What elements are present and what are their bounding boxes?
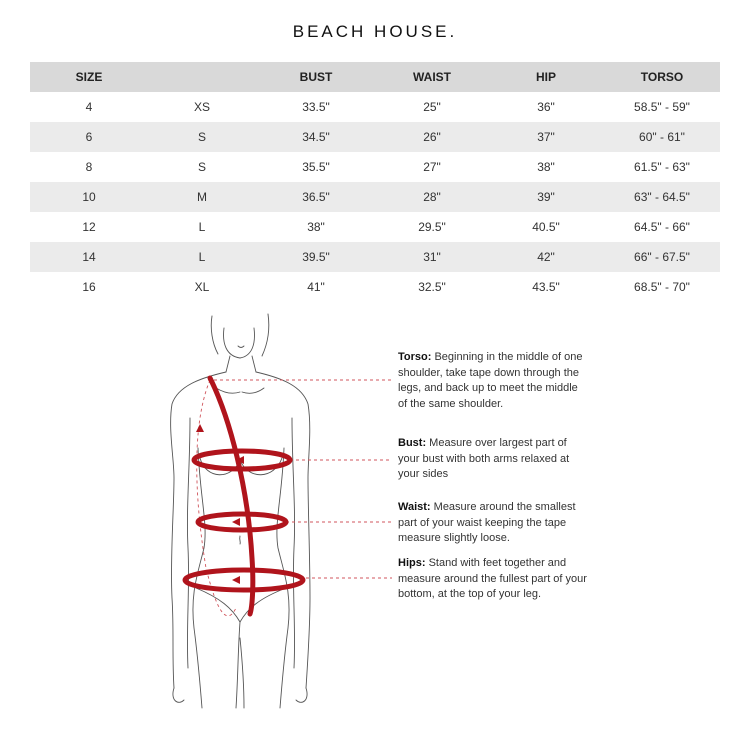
cell-bust: 33.5" <box>302 100 330 114</box>
cell-waist: 31" <box>376 242 488 272</box>
torso-text: Beginning in the middle of one shoulder, take tape down through the legs, and back up to meet the middle of the same shoulder. <box>398 351 583 410</box>
table-header-row <box>30 62 720 92</box>
waist-instruction <box>398 500 588 547</box>
table-row <box>30 152 720 182</box>
cell-bust: 35.5" <box>302 160 330 174</box>
cell-waist: 25" <box>423 100 441 114</box>
cell-hip: 39" <box>488 182 604 212</box>
cell-letter-size: S <box>197 160 206 174</box>
cell-bust: 41" <box>307 280 325 294</box>
cell-bust: 39.5" <box>256 242 376 272</box>
cell-letter-size: M <box>148 182 256 212</box>
cell-waist: 32.5" <box>418 280 446 294</box>
cell-hip: 38" <box>537 160 555 174</box>
torso-instruction <box>398 350 588 412</box>
header-letter-size <box>148 62 256 92</box>
cell-bust: 34.5" <box>256 122 376 152</box>
table-row <box>30 92 720 122</box>
cell-hip: 37" <box>488 122 604 152</box>
cell-hip: 36" <box>537 100 555 114</box>
cell-letter-size: S <box>148 122 256 152</box>
cell-waist: 27" <box>423 160 441 174</box>
hips-instruction <box>398 556 588 603</box>
cell-hip: 43.5" <box>532 280 560 294</box>
cell-letter-size: L <box>148 242 256 272</box>
bust-instruction <box>398 436 588 483</box>
cell-letter-size: XL <box>194 280 210 294</box>
bust-label: Bust: <box>398 437 427 449</box>
waist-label: Waist: <box>398 501 431 513</box>
bust-text: Measure over largest part of your bust with both arms relaxed at your sides <box>398 437 570 480</box>
cell-torso: 58.5" - 59" <box>634 100 690 114</box>
cell-torso: 61.5" - 63" <box>634 160 690 174</box>
header-size: SIZE <box>30 62 148 92</box>
cell-bust: 38" <box>307 220 325 234</box>
cell-hip: 40.5" <box>532 220 560 234</box>
table-row <box>30 182 720 212</box>
cell-waist: 28" <box>376 182 488 212</box>
table-row <box>30 242 720 272</box>
cell-letter-size: L <box>198 220 206 234</box>
cell-size: 12 <box>82 220 96 234</box>
hips-text: Stand with feet together and measure around the fullest part of your bottom, at the top of your leg. <box>398 557 587 600</box>
cell-torso: 68.5" - 70" <box>634 280 690 294</box>
cell-letter-size: XS <box>193 100 210 114</box>
cell-torso: 63" - 64.5" <box>604 182 720 212</box>
cell-hip: 42" <box>488 242 604 272</box>
header-waist: WAIST <box>376 62 488 92</box>
cell-torso: 64.5" - 66" <box>634 220 690 234</box>
header-bust: BUST <box>256 62 376 92</box>
cell-size: 14 <box>30 242 148 272</box>
table-row <box>30 272 720 302</box>
table-row <box>30 212 720 242</box>
header-torso: TORSO <box>604 62 720 92</box>
cell-waist: 26" <box>376 122 488 152</box>
hips-label: Hips: <box>398 557 426 569</box>
cell-size: 10 <box>30 182 148 212</box>
torso-label: Torso: <box>398 351 432 363</box>
cell-waist: 29.5" <box>418 220 446 234</box>
cell-torso: 60" - 61" <box>604 122 720 152</box>
cell-size: 4 <box>85 100 93 114</box>
size-chart-table <box>30 62 720 302</box>
waist-text: Measure around the smallest part of your waist keeping the tape measure slightly loose. <box>398 501 576 544</box>
brand-logo: BEACH HOUSE. <box>292 22 458 41</box>
body-measurement-figure <box>160 308 400 718</box>
table-row <box>30 122 720 152</box>
cell-bust: 36.5" <box>256 182 376 212</box>
cell-torso: 66" - 67.5" <box>604 242 720 272</box>
header-hip: HIP <box>488 62 604 92</box>
cell-size: 16 <box>82 280 96 294</box>
cell-size: 8 <box>85 160 93 174</box>
cell-size: 6 <box>30 122 148 152</box>
